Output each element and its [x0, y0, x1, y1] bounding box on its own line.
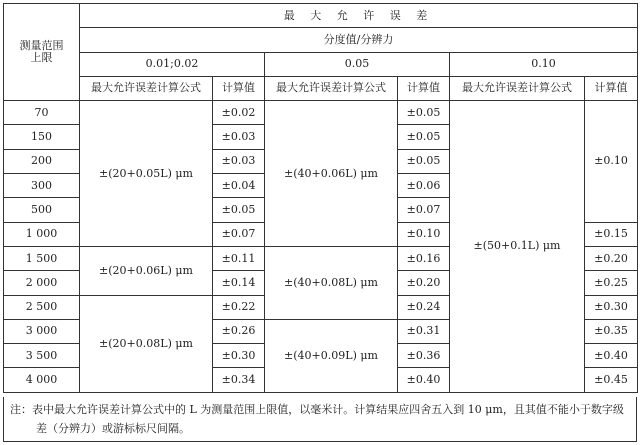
table-row: [4, 101, 638, 125]
value-cell: ±0.04: [213, 174, 265, 198]
value-cell: ±0.26: [213, 319, 265, 343]
range-cell: 2 000: [4, 271, 80, 295]
range-cell: 70: [4, 101, 80, 125]
value-cell: ±0.02: [213, 101, 265, 125]
formula-header: 最大允许误差计算公式: [265, 76, 398, 100]
resolution-group-2: 0.05: [265, 52, 450, 76]
value-cell: ±0.22: [213, 295, 265, 319]
formula-header: 最大允许误差计算公式: [80, 76, 213, 100]
value-cell: ±0.07: [398, 198, 450, 222]
value-cell: ±0.14: [213, 271, 265, 295]
value-cell: ±0.31: [398, 319, 450, 343]
max-permissible-error-table: [3, 3, 638, 393]
value-cell: ±0.30: [213, 344, 265, 368]
range-cell: 150: [4, 125, 80, 149]
range-cell: 1 500: [4, 246, 80, 270]
formula-cell: ±(20+0.06L) μm: [80, 246, 213, 295]
range-cell: 2 500: [4, 295, 80, 319]
value-cell: ±0.25: [585, 271, 638, 295]
value-cell: ±0.40: [585, 344, 638, 368]
range-cell: 1 000: [4, 222, 80, 246]
range-cell: 3 000: [4, 319, 80, 343]
formula-cell: ±(40+0.08L) μm: [265, 246, 398, 319]
resolution-header: 分度值/分辨力: [80, 28, 638, 52]
value-cell: ±0.35: [585, 319, 638, 343]
value-header: 计算值: [585, 76, 638, 100]
value-cell: ±0.16: [398, 246, 450, 270]
value-cell: ±0.36: [398, 344, 450, 368]
range-header: 测量范围上限: [4, 4, 80, 101]
table-note: 注：表中最大允许误差计算公式中的 L 为测量范围上限值，以毫米计。计算结果应四舍五入到 10 μm，且其值不能小于数字级差（分辨力）或游标标尺间隔。: [3, 397, 637, 442]
value-cell: ±0.45: [585, 368, 638, 392]
formula-header: 最大允许误差计算公式: [450, 76, 585, 100]
formula-cell: ±(20+0.08L) μm: [80, 295, 213, 392]
value-cell: ±0.05: [398, 101, 450, 125]
formula-cell: ±(40+0.09L) μm: [265, 319, 398, 392]
resolution-group-1: 0.01;0.02: [80, 52, 265, 76]
value-header: 计算值: [398, 76, 450, 100]
formula-cell: ±(20+0.05L) μm: [80, 101, 213, 247]
value-cell: ±0.10: [585, 101, 638, 222]
formula-cell: ±(50+0.1L) μm: [450, 101, 585, 393]
value-cell: ±0.34: [213, 368, 265, 392]
value-cell: ±0.07: [213, 222, 265, 246]
range-cell: 4 000: [4, 368, 80, 392]
value-cell: ±0.11: [213, 246, 265, 270]
value-cell: ±0.30: [585, 295, 638, 319]
value-cell: ±0.10: [398, 222, 450, 246]
value-cell: ±0.20: [585, 246, 638, 270]
resolution-group-3: 0.10: [450, 52, 638, 76]
value-header: 计算值: [213, 76, 265, 100]
value-cell: ±0.05: [213, 198, 265, 222]
value-cell: ±0.40: [398, 368, 450, 392]
max-error-header: 最 大 允 许 误 差: [80, 4, 638, 28]
value-cell: ±0.03: [213, 149, 265, 173]
value-cell: ±0.24: [398, 295, 450, 319]
range-cell: 500: [4, 198, 80, 222]
formula-cell: ±(40+0.06L) μm: [265, 101, 398, 247]
value-cell: ±0.15: [585, 222, 638, 246]
range-cell: 200: [4, 149, 80, 173]
value-cell: ±0.06: [398, 174, 450, 198]
value-cell: ±0.05: [398, 125, 450, 149]
value-cell: ±0.20: [398, 271, 450, 295]
range-cell: 300: [4, 174, 80, 198]
range-cell: 3 500: [4, 344, 80, 368]
value-cell: ±0.05: [398, 149, 450, 173]
value-cell: ±0.03: [213, 125, 265, 149]
